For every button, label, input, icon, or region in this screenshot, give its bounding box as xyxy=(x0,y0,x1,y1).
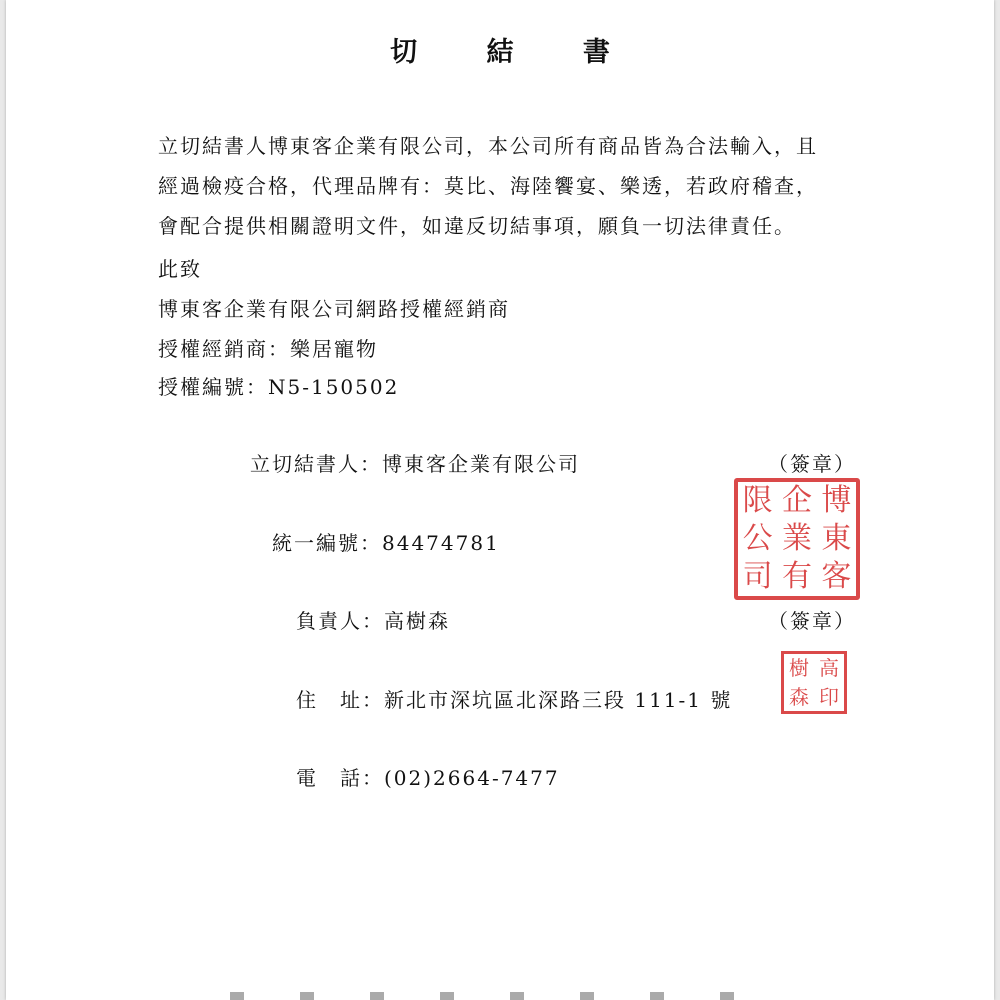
address-label: 住 址： xyxy=(296,688,384,712)
closing-text: 此致 xyxy=(158,257,202,281)
owner-row xyxy=(296,605,450,634)
seal-char: 業 xyxy=(781,521,812,556)
signer-label: 立切結書人： xyxy=(250,452,382,476)
seal-char: 客 xyxy=(821,559,852,594)
auth-label: 授權編號： xyxy=(158,375,268,399)
paragraph-line: 立切結書人博東客企業有限公司，本公司所有商品皆為合法輸入，且 xyxy=(158,134,818,158)
phone-label: 電 話： xyxy=(296,766,384,790)
address-value: 新北市深坑區北深路三段 111-1 號 xyxy=(384,688,733,712)
tax-id-value: 84474781 xyxy=(382,531,500,555)
dealer-label: 授權經銷商： xyxy=(158,337,290,361)
signer-row xyxy=(250,448,580,477)
dealer-line xyxy=(158,333,378,362)
seal-char: 限 xyxy=(742,483,773,518)
seal-char: 博 xyxy=(821,483,852,518)
address-row xyxy=(296,684,732,713)
tax-id-row xyxy=(272,527,500,556)
seal-char: 司 xyxy=(742,559,773,594)
document-title: 切 結 書 xyxy=(390,37,640,68)
dealer-name: 樂居寵物 xyxy=(290,337,378,361)
tax-id-label: 統一編號： xyxy=(272,531,382,555)
personal-seal-stamp xyxy=(781,651,847,714)
seal-char: 樹 xyxy=(789,656,809,681)
seal-char: 有 xyxy=(781,559,812,594)
declaration-paragraph xyxy=(158,126,858,246)
phone-row xyxy=(296,762,560,791)
auth-number-line xyxy=(158,371,399,400)
paragraph-line: 會配合提供相關證明文件，如違反切結事項，願負一切法律責任。 xyxy=(158,214,796,238)
seal-char: 東 xyxy=(821,521,852,556)
recipient-text: 博東客企業有限公司網路授權經銷商 xyxy=(158,297,510,321)
cropped-text-remnant xyxy=(230,992,790,1000)
seal-char: 高 xyxy=(819,656,839,681)
owner-label: 負責人： xyxy=(296,609,384,633)
paragraph-line: 經過檢疫合格，代理品牌有：莫比、海陸饗宴、樂透，若政府稽查， xyxy=(158,174,818,198)
auth-number: N5-150502 xyxy=(268,375,400,399)
phone-value: (02)2664-7477 xyxy=(384,766,560,790)
seal-char: 森 xyxy=(789,684,809,709)
stamp-note: （簽章） xyxy=(768,452,856,476)
seal-char: 印 xyxy=(819,684,839,709)
owner-value: 高樹森 xyxy=(384,609,450,633)
signer-value: 博東客企業有限公司 xyxy=(382,452,580,476)
seal-char: 企 xyxy=(781,483,812,518)
stamp-note: （簽章） xyxy=(768,609,856,633)
seal-char: 公 xyxy=(742,521,773,556)
company-seal-stamp xyxy=(734,478,860,600)
